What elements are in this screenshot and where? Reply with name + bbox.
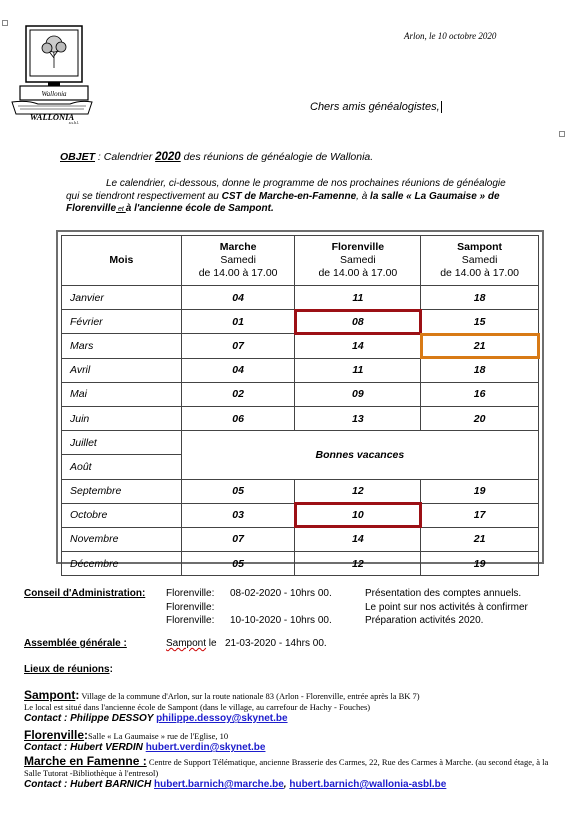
marche-date-cell: 07 [181, 334, 295, 358]
conseil-notes: Présentation des comptes annuels. Le point sur nos activités à confirmer Préparation activités 2020. [365, 588, 528, 626]
month-cell: Avril [62, 358, 182, 382]
florenville-date-cell: 13 [295, 406, 421, 430]
objet-line [60, 151, 373, 163]
contact-marche: Contact : Hubert BARNICH hubert.barnich@marche.be, hubert.barnich@wallonia-asbl.be [24, 779, 447, 790]
marche-date-cell: 01 [181, 310, 295, 334]
table-row [62, 503, 539, 527]
logo-brand: WALLONIA [29, 112, 75, 122]
month-cell: Juin [62, 406, 182, 430]
conseil-label: Conseil d'Administration: [24, 588, 146, 599]
calendar-frame [56, 230, 544, 570]
sampont-date-cell: 16 [421, 382, 539, 406]
letter-date: Arlon, le 10 octobre 2020 [404, 31, 497, 41]
sampont-date-cell: 19 [421, 552, 539, 576]
marche-date-cell: 02 [181, 382, 295, 406]
table-row [62, 406, 539, 430]
month-cell: Novembre [62, 527, 182, 551]
sampont-date-cell: 19 [421, 479, 539, 503]
month-cell: Août [62, 455, 182, 479]
table-row [62, 479, 539, 503]
florenville-date-cell: 08 [295, 310, 421, 334]
month-cell: Juillet [62, 431, 182, 455]
location-florenville: Florenville:Salle « La Gaumaise » rue de l'Eglise, 10 Contact : Hubert VERDIN hubert.verdin@skynet.be [24, 730, 564, 753]
florenville-date-cell: 14 [295, 527, 421, 551]
logo-asbl: a.s.b.l. [68, 120, 80, 124]
marche-date-cell: 04 [181, 358, 295, 382]
conseil-places: Florenville: Florenville: Florenville: [166, 588, 215, 626]
lieux-label: Lieux de réunions: [24, 664, 113, 675]
table-row [62, 334, 539, 358]
assemblee-details: Sampont le 21-03-2020 - 14hrs 00. [166, 638, 327, 649]
intro-paragraph: Le calendrier, ci-dessous, donne le programme de nos prochaines réunions de généalogie qui se tiendront respectivement au CST de Marche-en-Famenne, à la salle « La Gaumaise » de Florenville et à l'ancienne école de Sampont. [66, 178, 506, 214]
header-mois: Mois [62, 236, 182, 286]
calendar-header-row [62, 236, 539, 286]
florenville-date-cell: 12 [295, 479, 421, 503]
vacances-cell: Bonnes vacances [181, 431, 538, 479]
objet-year: 2020 [155, 151, 181, 163]
florenville-date-cell: 14 [295, 334, 421, 358]
table-row [62, 552, 539, 576]
table-row [62, 310, 539, 334]
table-row-summer [62, 431, 539, 455]
assemblee-label: Assemblée générale : [24, 638, 127, 649]
conseil-dates: 08-02-2020 - 10hrs 00. 10-10-2020 - 10hrs 00. [230, 588, 332, 626]
sampont-date-cell: 18 [421, 286, 539, 310]
month-cell: Octobre [62, 503, 182, 527]
marche-date-cell: 04 [181, 286, 295, 310]
sampont-date-cell: 21 [421, 334, 539, 358]
objet-label: OBJET [60, 151, 96, 163]
sampont-date-cell: 18 [421, 358, 539, 382]
month-cell: Mai [62, 382, 182, 406]
calendar-table [61, 235, 539, 576]
corner-mark [559, 131, 565, 137]
logo-text: Wallonia [41, 90, 67, 98]
sampont-date-cell: 17 [421, 503, 539, 527]
florenville-date-cell: 11 [295, 286, 421, 310]
header-florenville: Florenville Samedi de 14.00 à 17.00 [295, 236, 421, 286]
header-marche: Marche Samedi de 14.00 à 17.00 [181, 236, 295, 286]
greeting: Chers amis généalogistes, [310, 101, 440, 113]
marche-date-cell: 03 [181, 503, 295, 527]
location-sampont: Sampont: Village de la commune d'Arlon, sur la route nationale 83 (Arlon - Florenville, entrée après la BK 7) Le local est situé dans l'ancienne école de Sampont (dans le village, au carrefour de Hachy - Fouches) Contact : Philippe DESSOY philippe.dessoy@skynet.be [24, 690, 564, 724]
sampont-date-cell: 15 [421, 310, 539, 334]
contact-florenville: Contact : Hubert VERDIN hubert.verdin@skynet.be [24, 742, 266, 753]
objet-text-after: des réunions de généalogie de Wallonia. [180, 151, 374, 163]
email-link-florenville[interactable]: hubert.verdin@skynet.be [145, 742, 266, 753]
month-cell: Mars [62, 334, 182, 358]
header-sampont: Sampont Samedi de 14.00 à 17.00 [421, 236, 539, 286]
location-marche: Marche en Famenne : Centre de Support Télématique, ancienne Brasserie des Carmes, 22, Rue des Carmes à Marche. (au second étage, à la Salle Tutorat -Bibliothèque à l'entresol) Contact : Hubert BARNICH hubert.barnich@marche.be, hubert.barnich@wallonia-asbl.be [24, 756, 564, 790]
florenville-date-cell: 09 [295, 382, 421, 406]
email-link-wallonia[interactable]: hubert.barnich@wallonia-asbl.be [289, 779, 447, 790]
month-cell: Septembre [62, 479, 182, 503]
objet-text: : Calendrier [95, 151, 156, 163]
sampont-date-cell: 21 [421, 527, 539, 551]
florenville-date-cell: 10 [295, 503, 421, 527]
month-cell: Décembre [62, 552, 182, 576]
month-cell: Février [62, 310, 182, 334]
florenville-date-cell: 11 [295, 358, 421, 382]
table-row [62, 527, 539, 551]
marche-date-cell: 07 [181, 527, 295, 551]
florenville-date-cell: 12 [295, 552, 421, 576]
marche-date-cell: 05 [181, 479, 295, 503]
wallonia-logo [8, 24, 96, 124]
contact-sampont: Contact : Philippe DESSOY philippe.dessoy@skynet.be [24, 713, 288, 724]
sampont-date-cell: 20 [421, 406, 539, 430]
table-row [62, 358, 539, 382]
table-row [62, 286, 539, 310]
month-cell: Janvier [62, 286, 182, 310]
marche-date-cell: 06 [181, 406, 295, 430]
email-link-sampont[interactable]: philippe.dessoy@skynet.be [156, 713, 288, 724]
table-row [62, 382, 539, 406]
marche-date-cell: 05 [181, 552, 295, 576]
email-link-marche[interactable]: hubert.barnich@marche.be [154, 779, 284, 790]
